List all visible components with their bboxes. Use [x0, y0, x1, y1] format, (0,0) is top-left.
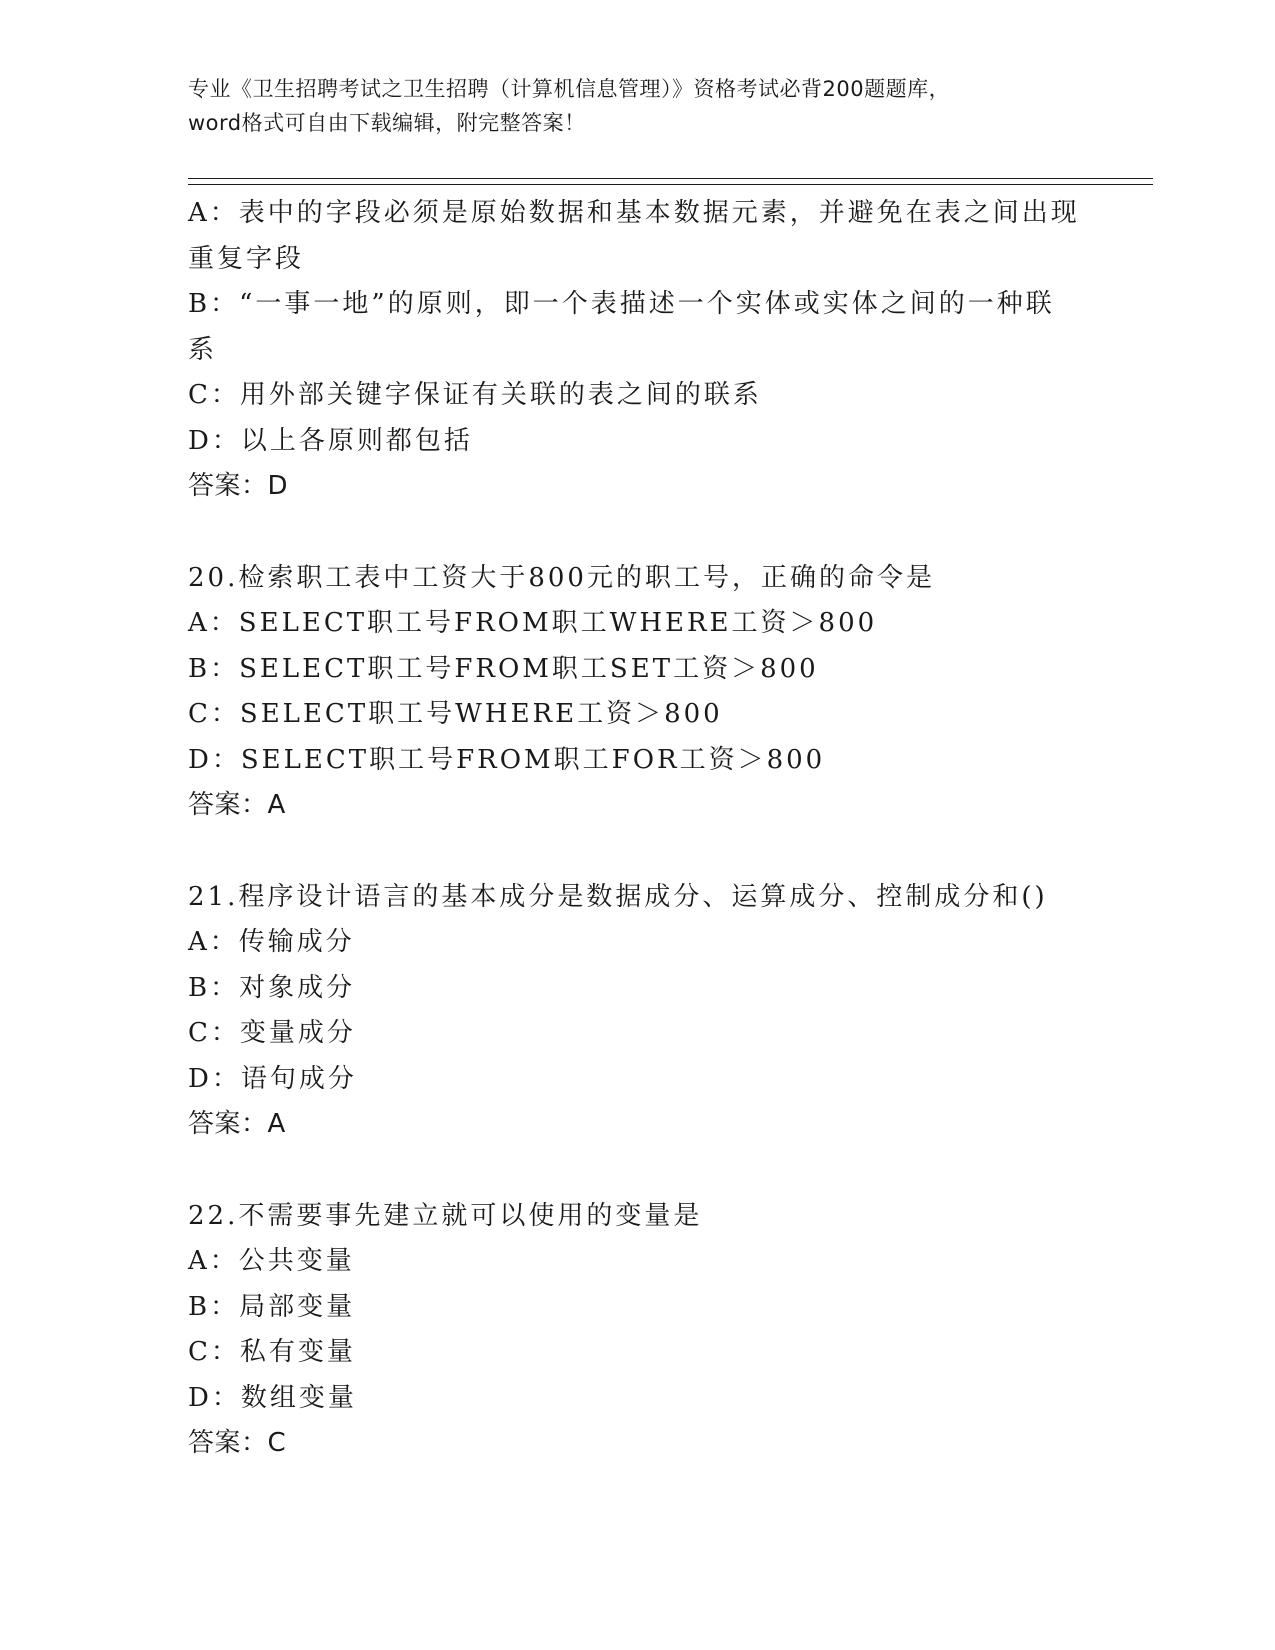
option-c: C：私有变量 [188, 1337, 356, 1367]
question-22 [188, 1194, 1088, 1467]
option-b-line-2: 系 [188, 334, 218, 365]
question-stem: 21.程序设计语言的基本成分是数据成分、运算成分、控制成分和() [188, 881, 1048, 912]
option-b: B：对象成分 [188, 972, 356, 1003]
option-a-line-1: A：表中的字段必须是原始数据和基本数据元素，并避免在表之间出现 [188, 198, 1080, 228]
option-d: D：以上各原则都包括 [188, 425, 473, 456]
header-title-line-1: 专业《卫生招聘考试之卫生招聘（计算机信息管理）》资格考试必背200题题库， [188, 77, 951, 101]
question-spacer [188, 829, 1088, 875]
option-a: A：传输成分 [188, 927, 355, 957]
header-title-line-2: word格式可自由下载编辑，附完整答案！ [188, 111, 586, 135]
option-a: A：SELECT职工号FROM职工WHERE工资＞800 [188, 608, 878, 638]
option-d: D：数组变量 [188, 1382, 357, 1413]
document-header [188, 72, 1088, 140]
option-c: C：SELECT职工号WHERE工资＞800 [188, 699, 723, 729]
option-b-line-1: B：“一事一地”的原则，即一个表描述一个实体或实体之间的一种联 [188, 289, 1055, 319]
question-stem: 20.检索职工表中工资大于800元的职工号，正确的命令是 [188, 562, 935, 593]
answer: 答案：A [188, 1109, 286, 1139]
answer: 答案：D [188, 471, 289, 501]
question-21 [188, 875, 1088, 1148]
question-spacer [188, 510, 1088, 556]
option-a: A：公共变量 [188, 1246, 355, 1276]
question-spacer [188, 1148, 1088, 1194]
header-divider-bottom [188, 184, 1153, 185]
question-19 [188, 191, 1088, 510]
answer: 答案：A [188, 790, 286, 820]
option-c: C：变量成分 [188, 1018, 356, 1048]
option-a-line-2: 重复字段 [188, 243, 305, 274]
question-20 [188, 556, 1088, 829]
question-stem: 22.不需要事先建立就可以使用的变量是 [188, 1200, 703, 1231]
option-b: B：局部变量 [188, 1291, 356, 1322]
option-c: C：用外部关键字保证有关联的表之间的联系 [188, 380, 762, 410]
question-list [188, 191, 1088, 1467]
header-divider-top [188, 178, 1153, 179]
option-d: D：语句成分 [188, 1063, 357, 1094]
option-d: D：SELECT职工号FROM职工FOR工资＞800 [188, 744, 826, 775]
option-b: B：SELECT职工号FROM职工SET工资＞800 [188, 653, 819, 684]
answer: 答案：C [188, 1428, 287, 1458]
